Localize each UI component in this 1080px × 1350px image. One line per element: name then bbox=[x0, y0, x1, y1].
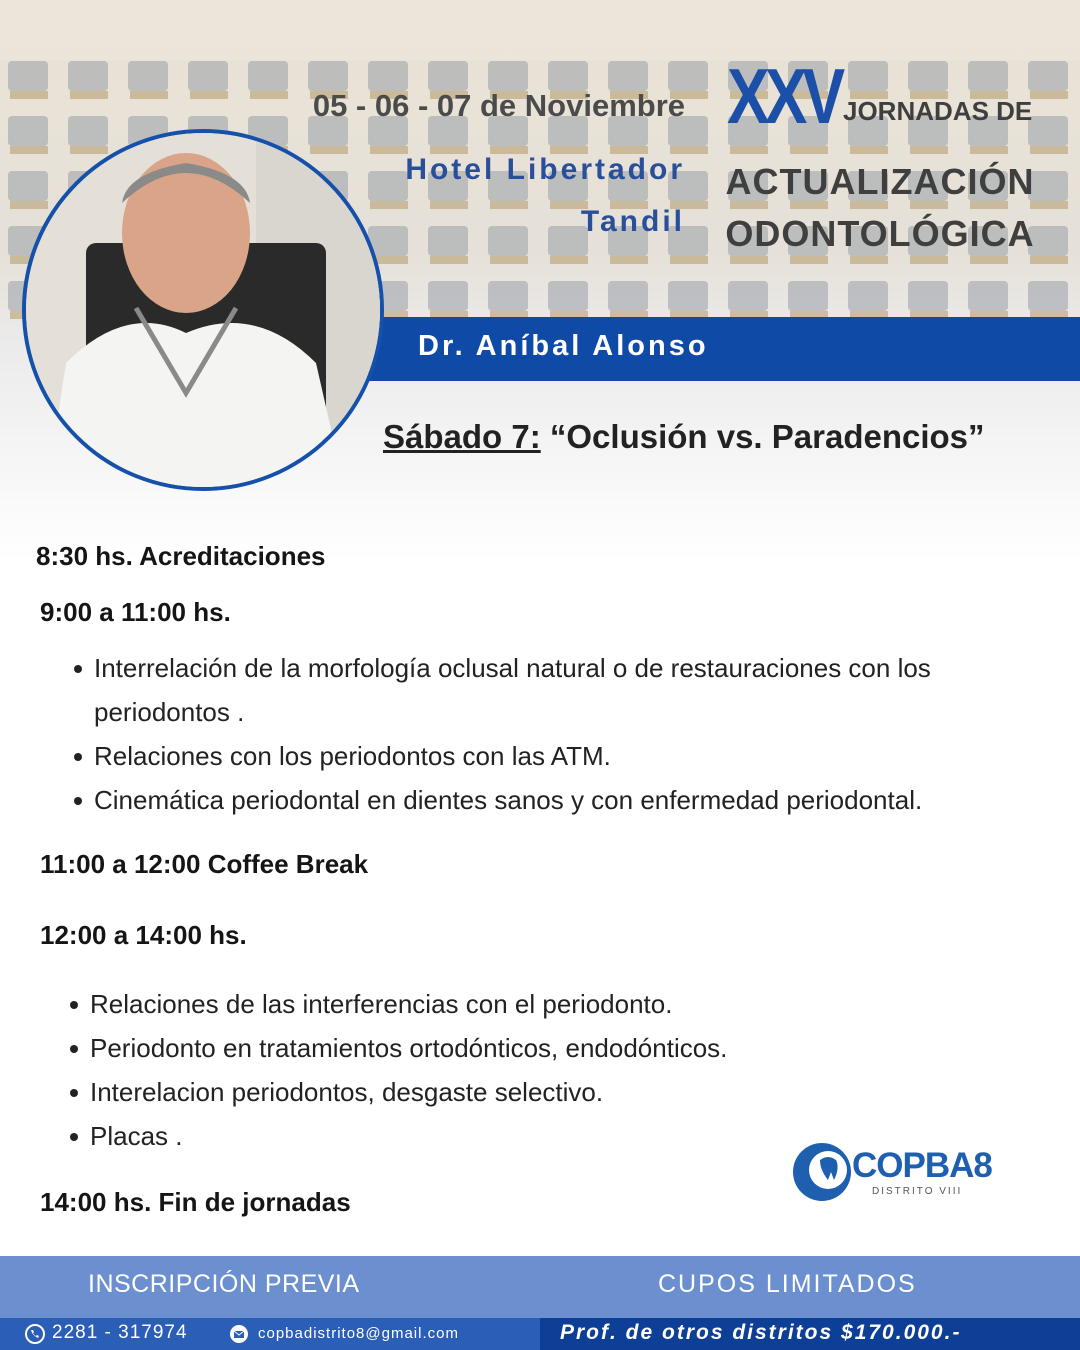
edition-number: XXV bbox=[727, 52, 841, 140]
bullet-icon bbox=[70, 1133, 78, 1141]
event-title bbox=[700, 156, 1060, 260]
email-icon bbox=[229, 1325, 249, 1343]
block1-list bbox=[94, 646, 931, 822]
list-item: Relaciones de las interferencias con el periodonto. bbox=[90, 982, 727, 1026]
event-title-line1: JORNADAS DE bbox=[843, 96, 1033, 126]
bullet-icon bbox=[74, 665, 82, 673]
event-title-line2: ACTUALIZACIÓN bbox=[725, 161, 1035, 202]
bullet-icon bbox=[74, 753, 82, 761]
block1-time: 9:00 a 11:00 hs. bbox=[40, 597, 231, 627]
end-time: 14:00 hs. Fin de jornadas bbox=[40, 1187, 351, 1217]
list-item: Cinemática periodontal en dientes sanos y con enfermedad periodontal. bbox=[94, 778, 931, 822]
session-day: Sábado 7: bbox=[383, 418, 541, 455]
venue-name: Hotel Libertador bbox=[405, 153, 685, 186]
event-dates: 05 - 06 - 07 de Noviembre bbox=[312, 88, 685, 123]
bullet-icon bbox=[70, 1045, 78, 1053]
venue-city: Tandil bbox=[580, 205, 685, 238]
contact-phone[interactable]: 2281 - 317974 bbox=[52, 1322, 188, 1343]
logo-name: COPBA8 bbox=[852, 1146, 992, 1185]
list-item: Relaciones con los periodontos con las ATM. bbox=[94, 734, 931, 778]
list-item: Placas . bbox=[90, 1114, 727, 1158]
whatsapp-icon bbox=[24, 1323, 46, 1345]
block2-time: 12:00 a 14:00 hs. bbox=[40, 920, 247, 950]
logo-subtitle: DISTRITO VIII bbox=[872, 1186, 963, 1197]
price-info: Prof. de otros distritos $170.000.- bbox=[560, 1321, 962, 1344]
bullet-icon bbox=[74, 797, 82, 805]
speaker-portrait-illustration bbox=[26, 133, 384, 491]
event-title-line3: ODONTOLÓGICA bbox=[725, 213, 1035, 254]
list-item: Periodonto en tratamientos ortodónticos, endodónticos. bbox=[90, 1026, 727, 1070]
list-item: Interrelación de la morfología oclusal natural o de restauraciones con los bbox=[94, 646, 931, 690]
accreditation-time: 8:30 hs. Acreditaciones bbox=[36, 541, 326, 571]
speaker-name: Dr. Aníbal Alonso bbox=[418, 330, 709, 362]
limited-seats-notice: CUPOS LIMITADOS bbox=[658, 1270, 917, 1298]
registration-notice: INSCRIPCIÓN PREVIA bbox=[88, 1270, 360, 1298]
block2-list bbox=[90, 982, 727, 1158]
speaker-photo bbox=[22, 129, 384, 491]
session-topic: “Oclusión vs. Paradencios” bbox=[549, 418, 985, 455]
list-item: Interelacion periodontos, desgaste selectivo. bbox=[90, 1070, 727, 1114]
list-item-continuation: periodontos . bbox=[94, 697, 245, 727]
coffee-break: 11:00 a 12:00 Coffee Break bbox=[40, 849, 369, 879]
bullet-icon bbox=[70, 1089, 78, 1097]
bullet-icon bbox=[70, 1001, 78, 1009]
contact-email[interactable]: copbadistrito8@gmail.com bbox=[258, 1325, 459, 1342]
session-title bbox=[383, 418, 985, 456]
